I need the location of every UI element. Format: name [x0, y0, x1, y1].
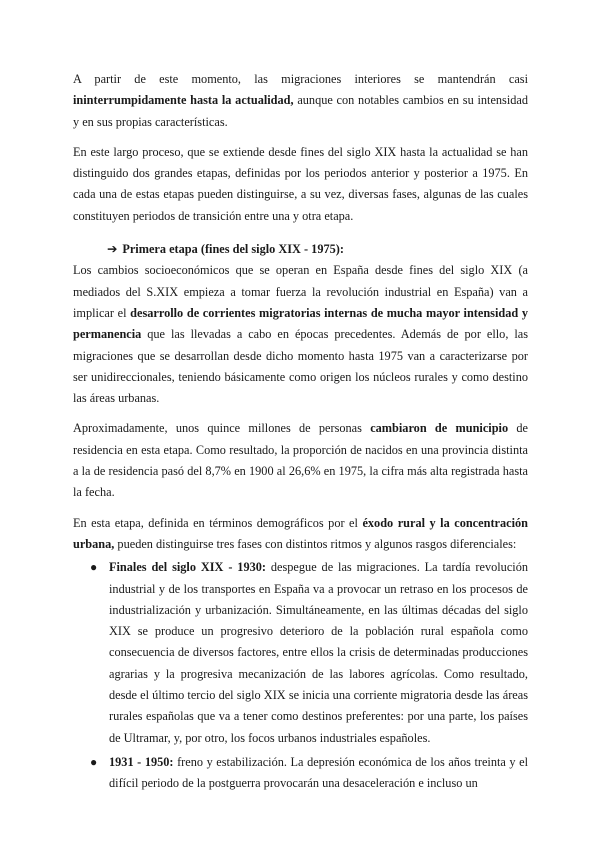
paragraph-intro — [73, 69, 528, 133]
text-run: pueden distinguirse tres fases con distintos ritmos y algunos rasgos diferenciales: — [114, 536, 517, 551]
bold-text: cambiaron de municipio — [370, 421, 509, 436]
bold-text: 1931 - 1950: — [109, 754, 174, 769]
bold-text: desarrollo de corrientes migratorias internas de mucha mayor intensidad y permanencia — [73, 305, 529, 342]
text-run: despegue de las migraciones. La tardía revolución industrial y de los transportes en España va a provocar un retraso en los procesos de industrialización y urbanización. Simultáneamente, en las últimas décadas del siglo XIX se produce un progresivo deterioro de la población rural española como consecuencia de diversos factores, entre ellos la crisis de determinadas producciones agrarias y la progresiva mecanización de las labores agrícolas. Como resultado, desde el último tercio del siglo XIX se inicia una corriente migratoria desde las áreas rurales españolas que va a tener como destinos preferentes: por una parte, los países de Ultramar, y, por otro, los focos urbanos industriales españoles. — [109, 560, 528, 745]
text-run: de residencia en esta etapa. Como resultado, la proporción de nacidos en una provincia distinta a la de residencia pasó del 8,7% en 1900 al 26,6% en 1975, la cifra más alta registrada hasta la fecha. — [73, 421, 528, 500]
text-run: En esta etapa, definida en términos demográficos por el — [73, 515, 363, 530]
section-heading — [73, 239, 528, 260]
section-heading-text: Primera etapa (fines del siglo XIX - 1975): — [122, 242, 344, 257]
text-run: que las llevadas a cabo en épocas precedentes. Además de por ello, las migraciones que se desarrollan desde dicho momento hasta 1975 van a caracterizarse por ser unidireccionales, teniendo básicamente como origen los núcleos rurales y como destino las áreas urbanas. — [73, 327, 528, 406]
paragraph-changes — [73, 260, 528, 409]
text-run: Los cambios socioeconómicos que se operan en España desde fines del siglo XIX (a mediados del S.XIX empieza a tomar fuerza la revolución industrial en España) van a implicar el — [73, 263, 528, 320]
phase-list — [73, 557, 528, 794]
bold-text: éxodo rural y la concentración urbana, — [73, 515, 529, 551]
bullet-icon: ● — [90, 754, 98, 769]
text-run: freno y estabilización. La depresión económica de los años treinta y el difícil periodo de la postguerra provocarán una desaceleración e incluso un — [109, 754, 529, 791]
paragraph-population — [73, 418, 528, 503]
list-item — [90, 752, 529, 795]
paragraph-phases — [73, 513, 528, 556]
bold-text: Finales del siglo XIX - 1930: — [109, 560, 266, 575]
paragraph-process: En este largo proceso, que se extiende desde fines del siglo XIX hasta la actualidad se han distinguido dos grandes etapas, definidas por los periodos anterior y posterior a 1975. En cada una de estas etapas pueden distinguirse, a su vez, diversas fases, algunas de las cuales constituyen periodos de transición entre una y otra etapa. — [73, 144, 528, 223]
bullet-icon: ● — [90, 560, 98, 575]
text-run: A partir de este momento, las migraciones interiores se mantendrán casi — [73, 72, 528, 86]
bold-text: ininterrumpidamente hasta la actualidad, — [73, 93, 294, 108]
list-item — [90, 557, 528, 749]
text-run: aunque con notables cambios en su intensidad y en sus propias características. — [73, 93, 529, 129]
arrow-right-icon: ➔ — [107, 242, 118, 257]
text-run: Aproximadamente, unos quince millones de personas — [73, 421, 371, 436]
